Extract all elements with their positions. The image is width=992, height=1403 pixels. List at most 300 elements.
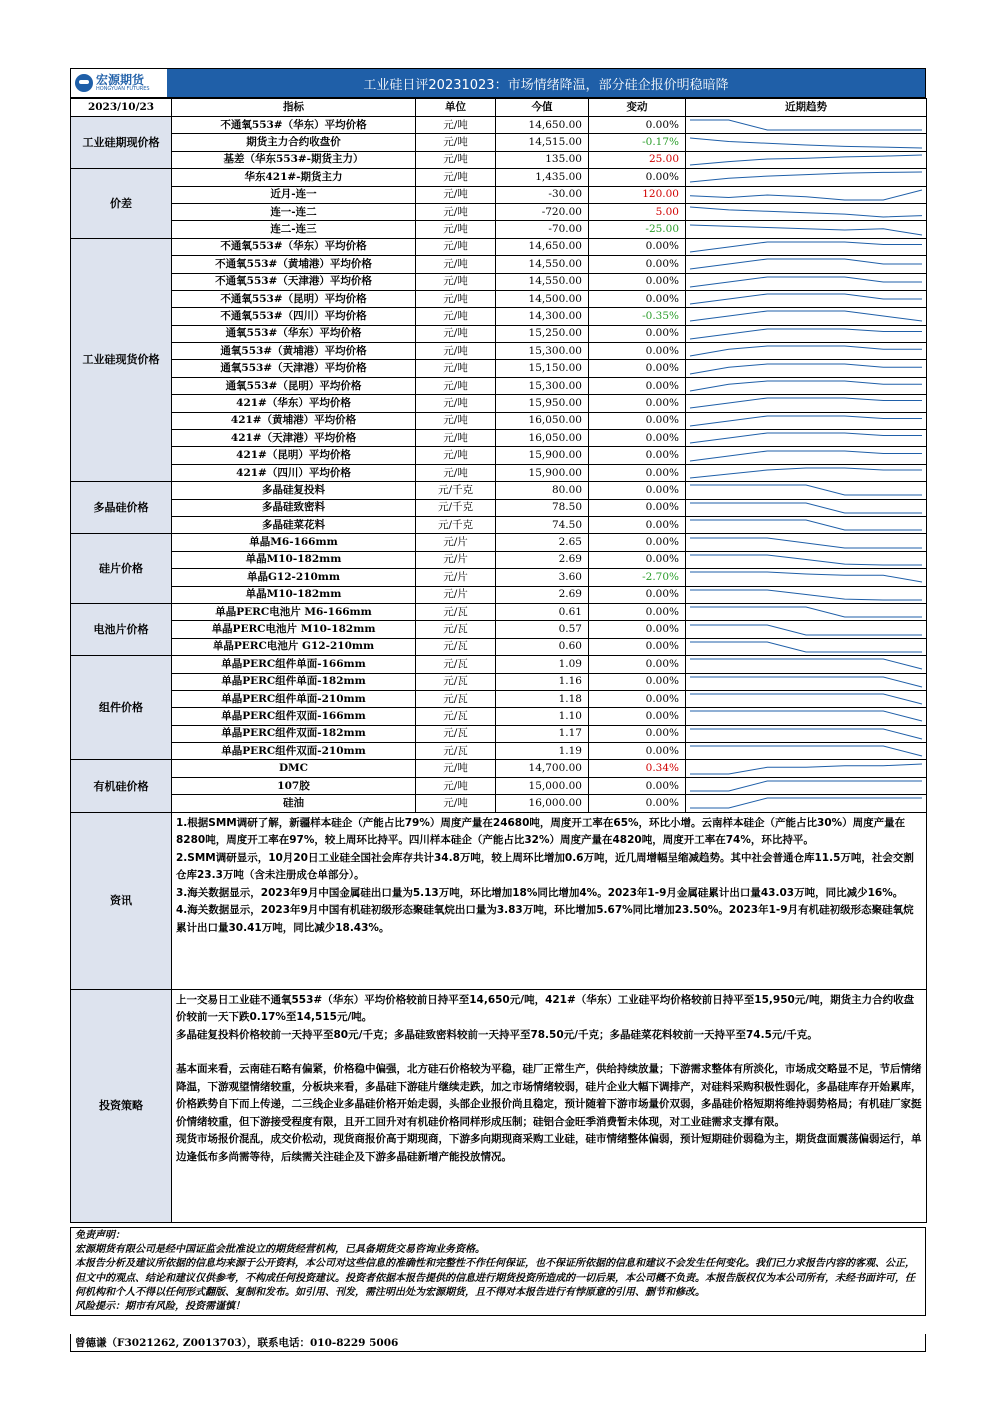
trend-line — [690, 207, 922, 217]
table-row — [71, 395, 927, 412]
trend-cell — [686, 569, 927, 586]
trend-sparkline — [686, 222, 926, 238]
table-row — [71, 343, 927, 360]
value-cell: 15,300.00 — [496, 377, 589, 394]
value-cell: 74.50 — [496, 516, 589, 533]
trend-line — [690, 503, 922, 513]
trend-sparkline — [686, 604, 926, 620]
trend-sparkline — [686, 743, 926, 759]
indicator-name: 单晶G12-210mm — [172, 569, 416, 586]
trend-line — [690, 798, 922, 808]
trend-cell — [686, 621, 927, 638]
trend-cell — [686, 516, 927, 533]
change-cell: 0.00% — [589, 690, 686, 707]
value-cell: -720.00 — [496, 203, 589, 220]
table-row — [71, 117, 927, 134]
table-row — [71, 569, 927, 586]
trend-cell — [686, 690, 927, 707]
trend-line — [690, 242, 922, 252]
trend-line — [690, 364, 922, 374]
table-row — [71, 203, 927, 220]
trend-line — [690, 398, 922, 408]
col-header-change: 变动 — [589, 99, 686, 117]
indicator-name: 通氧553#（黄埔港）平均价格 — [172, 343, 416, 360]
trend-sparkline — [686, 326, 926, 342]
table-row — [71, 221, 927, 238]
change-cell: 0.00% — [589, 256, 686, 273]
trend-cell — [686, 638, 927, 655]
trend-line — [690, 294, 922, 304]
table-row — [71, 186, 927, 203]
value-cell: 14,500.00 — [496, 290, 589, 307]
change-cell: 0.00% — [589, 430, 686, 447]
table-row — [71, 673, 927, 690]
disclaimer-body: 本报告分析及建议所依据的信息均来源于公开资料，本公司对这些信息的准确性和完整性不作任何保证，也不保证所依据的信息和建议不会发生任何变化。我们已力求报告内容的客观、公正，但文中的观点、结论和建议仅供参考，不构成任何投资建议。投资者依据本报告提供的信息进行期货投资所造成的一切后果，本公司概不负责。本报告版权仅为本公司所有，未经书面许可，任何机构和个人不得以任何形式翻版、复制和发布。如引用、刊发，需注明出处为宏源期货，且不得对本报告进行有悖原意的引用、删节和修改。 — [75, 1258, 915, 1298]
trend-sparkline — [686, 395, 926, 411]
unit-cell: 元/吨 — [416, 343, 496, 360]
table-row — [71, 134, 927, 151]
trend-sparkline — [686, 708, 926, 724]
unit-cell: 元/吨 — [416, 430, 496, 447]
category-label: 多晶硅价格 — [71, 482, 172, 534]
table-row — [71, 708, 927, 725]
trend-sparkline — [686, 448, 926, 464]
value-cell: 0.61 — [496, 603, 589, 620]
indicator-name: 单晶M10-182mm — [172, 551, 416, 568]
disclaimer — [70, 1227, 926, 1316]
change-cell: 0.00% — [589, 516, 686, 533]
trend-cell — [686, 238, 927, 255]
news-content — [172, 812, 927, 989]
trend-cell — [686, 117, 927, 134]
change-cell: 0.00% — [589, 395, 686, 412]
trend-line — [690, 259, 922, 269]
value-cell: 16,050.00 — [496, 430, 589, 447]
trend-cell — [686, 412, 927, 429]
trend-sparkline — [686, 204, 926, 220]
category-label: 工业硅现货价格 — [71, 238, 172, 481]
trend-sparkline — [686, 117, 926, 133]
value-cell: 135.00 — [496, 151, 589, 168]
unit-cell: 元/片 — [416, 569, 496, 586]
change-cell: 0.00% — [589, 325, 686, 342]
category-label: 有机硅价格 — [71, 760, 172, 812]
indicator-name: 421#（华东）平均价格 — [172, 395, 416, 412]
indicator-name: 421#（昆明）平均价格 — [172, 447, 416, 464]
trend-line — [690, 120, 922, 130]
value-cell: 15,300.00 — [496, 343, 589, 360]
indicator-name: 硅油 — [172, 795, 416, 812]
change-cell: 120.00 — [589, 186, 686, 203]
trend-sparkline — [686, 256, 926, 272]
change-cell: 0.00% — [589, 169, 686, 186]
table-row — [71, 743, 927, 760]
unit-cell: 元/吨 — [416, 777, 496, 794]
col-header-value: 今值 — [496, 99, 589, 117]
trend-line — [690, 277, 922, 287]
table-row — [71, 238, 927, 255]
change-cell: 0.00% — [589, 708, 686, 725]
change-cell: 0.00% — [589, 377, 686, 394]
trend-sparkline — [686, 674, 926, 690]
category-label: 电池片价格 — [71, 603, 172, 655]
value-cell: 14,650.00 — [496, 117, 589, 134]
indicator-name: 不通氧553#（华东）平均价格 — [172, 117, 416, 134]
indicator-name: 单晶PERC电池片 M10-182mm — [172, 621, 416, 638]
value-cell: 14,300.00 — [496, 308, 589, 325]
indicator-name: 不通氧553#（昆明）平均价格 — [172, 290, 416, 307]
change-cell: 0.00% — [589, 656, 686, 673]
price-table — [70, 98, 927, 1223]
unit-cell: 元/吨 — [416, 377, 496, 394]
trend-line — [690, 329, 922, 339]
indicator-name: 连二-连三 — [172, 221, 416, 238]
change-cell: 0.34% — [589, 760, 686, 777]
trend-cell — [686, 760, 927, 777]
trend-line — [690, 381, 922, 391]
unit-cell: 元/吨 — [416, 273, 496, 290]
indicator-name: 单晶PERC组件双面-166mm — [172, 708, 416, 725]
value-cell: 78.50 — [496, 499, 589, 516]
trend-line — [690, 155, 922, 165]
change-cell: 0.00% — [589, 238, 686, 255]
trend-cell — [686, 377, 927, 394]
change-cell: 0.00% — [589, 464, 686, 481]
table-row — [71, 169, 927, 186]
unit-cell: 元/瓦 — [416, 638, 496, 655]
trend-cell — [686, 708, 927, 725]
trend-cell — [686, 290, 927, 307]
table-row — [71, 760, 927, 777]
trend-line — [690, 625, 922, 635]
trend-cell — [686, 743, 927, 760]
trend-line — [690, 781, 922, 791]
trend-cell — [686, 273, 927, 290]
table-row — [71, 603, 927, 620]
trend-sparkline — [686, 795, 926, 811]
trend-line — [690, 538, 922, 548]
value-cell: -70.00 — [496, 221, 589, 238]
disclaimer-qualification: 宏源期货有限公司是经中国证监会批准设立的期货经营机构，已具备期货交易咨询业务资格。 — [75, 1244, 485, 1256]
trend-sparkline — [686, 587, 926, 603]
indicator-name: 421#（四川）平均价格 — [172, 464, 416, 481]
table-row — [71, 377, 927, 394]
trend-sparkline — [686, 465, 926, 481]
trend-cell — [686, 551, 927, 568]
strategy-row — [71, 989, 927, 1222]
indicator-name: 单晶M6-166mm — [172, 534, 416, 551]
trend-cell — [686, 430, 927, 447]
change-cell: 0.00% — [589, 447, 686, 464]
trend-line — [690, 172, 922, 182]
trend-cell — [686, 795, 927, 812]
report-header — [70, 68, 926, 98]
table-row — [71, 290, 927, 307]
indicator-name: 近月-连一 — [172, 186, 416, 203]
value-cell: 1.10 — [496, 708, 589, 725]
strategy-paragraph: 基本面来看，云南硅石略有偏紧，价格稳中偏强，北方硅石价格较为平稳，硅厂正常生产，供给持续放量；下游需求整体有所淡化，市场成交略显不足，节后情绪降温，下游观望情绪较重，分板块来看，多晶硅下游硅片继续走跌，加之市场情绪较弱，硅片企业大幅下调排产，对硅料采购积极性弱化，多晶硅库存开始累库，价格跌势自下而上传递，二三线企业多晶硅价格开始走弱，头部企业报价尚且稳定，预计随着下游市场量价双弱，多晶硅价格短期将维持弱势格局；有机硅厂家挺价情绪较重，但下游接受程度有限，且开工回升对有机硅价格同样形成压制；硅铝合金旺季消费暂未体现，对工业硅需求支撑有限。 — [176, 1063, 922, 1128]
value-cell: 2.65 — [496, 534, 589, 551]
value-cell: 15,000.00 — [496, 777, 589, 794]
trend-sparkline — [686, 482, 926, 498]
value-cell: -30.00 — [496, 186, 589, 203]
trend-sparkline — [686, 517, 926, 533]
trend-line — [690, 659, 922, 669]
indicator-name: 107胶 — [172, 777, 416, 794]
unit-cell: 元/吨 — [416, 221, 496, 238]
table-row — [71, 464, 927, 481]
trend-line — [690, 711, 922, 721]
unit-cell: 元/瓦 — [416, 690, 496, 707]
trend-line — [690, 572, 922, 582]
value-cell: 1.17 — [496, 725, 589, 742]
col-header-trend: 近期趋势 — [686, 99, 927, 117]
trend-cell — [686, 777, 927, 794]
change-cell: 0.00% — [589, 290, 686, 307]
trend-cell — [686, 482, 927, 499]
indicator-name: 通氧553#（华东）平均价格 — [172, 325, 416, 342]
strategy-paragraph: 多晶硅复投料价格较前一天持平至80元/千克；多晶硅致密料较前一天持平至78.50元/千克；多晶硅菜花料较前一天持平至74.5元/千克。 — [176, 1028, 818, 1041]
trend-cell — [686, 169, 927, 186]
unit-cell: 元/吨 — [416, 290, 496, 307]
trend-line — [690, 468, 922, 478]
trend-sparkline — [686, 413, 926, 429]
change-cell: 0.00% — [589, 673, 686, 690]
indicator-name: 通氧553#（昆明）平均价格 — [172, 377, 416, 394]
trend-line — [690, 607, 922, 617]
strategy-paragraph — [176, 1044, 922, 1061]
trend-cell — [686, 499, 927, 516]
unit-cell: 元/瓦 — [416, 673, 496, 690]
change-cell: -0.35% — [589, 308, 686, 325]
trend-sparkline — [686, 152, 926, 168]
unit-cell: 元/吨 — [416, 395, 496, 412]
col-header-unit: 单位 — [416, 99, 496, 117]
news-row — [71, 812, 927, 989]
trend-sparkline — [686, 308, 926, 324]
value-cell: 2.69 — [496, 551, 589, 568]
trend-cell — [686, 673, 927, 690]
category-label: 价差 — [71, 169, 172, 239]
analyst-contact: 曾德谦（F3021262, Z0013703），联系电话：010-8229 5006 — [70, 1334, 926, 1352]
table-row — [71, 412, 927, 429]
trend-cell — [686, 256, 927, 273]
change-cell: 0.00% — [589, 343, 686, 360]
value-cell: 14,515.00 — [496, 134, 589, 151]
table-row — [71, 551, 927, 568]
trend-cell — [686, 360, 927, 377]
indicator-name: 多晶硅复投料 — [172, 482, 416, 499]
disclaimer-title: 免责声明： — [75, 1230, 125, 1241]
trend-line — [690, 520, 922, 530]
value-cell: 15,250.00 — [496, 325, 589, 342]
trend-line — [690, 642, 922, 652]
change-cell: 0.00% — [589, 638, 686, 655]
indicator-name: 基差（华东553#-期货主力） — [172, 151, 416, 168]
indicator-name: 不通氧553#（四川）平均价格 — [172, 308, 416, 325]
table-row — [71, 325, 927, 342]
unit-cell: 元/吨 — [416, 238, 496, 255]
logo-icon — [75, 74, 93, 92]
trend-cell — [686, 134, 927, 151]
change-cell: 0.00% — [589, 586, 686, 603]
category-label: 资讯 — [71, 812, 172, 989]
indicator-name: DMC — [172, 760, 416, 777]
value-cell: 14,550.00 — [496, 273, 589, 290]
trend-line — [690, 555, 922, 565]
value-cell: 15,900.00 — [496, 464, 589, 481]
trend-sparkline — [686, 239, 926, 255]
trend-sparkline — [686, 569, 926, 585]
value-cell: 15,950.00 — [496, 395, 589, 412]
indicator-name: 单晶M10-182mm — [172, 586, 416, 603]
trend-sparkline — [686, 622, 926, 638]
trend-sparkline — [686, 761, 926, 777]
trend-cell — [686, 308, 927, 325]
indicator-name: 单晶PERC组件单面-210mm — [172, 690, 416, 707]
table-row — [71, 273, 927, 290]
unit-cell: 元/吨 — [416, 256, 496, 273]
unit-cell: 元/吨 — [416, 412, 496, 429]
trend-line — [690, 746, 922, 756]
indicator-name: 单晶PERC电池片 M6-166mm — [172, 603, 416, 620]
indicator-name: 单晶PERC组件单面-166mm — [172, 656, 416, 673]
unit-cell: 元/瓦 — [416, 656, 496, 673]
trend-line — [690, 311, 922, 321]
trend-sparkline — [686, 552, 926, 568]
unit-cell: 元/吨 — [416, 464, 496, 481]
change-cell: 0.00% — [589, 603, 686, 620]
table-row — [71, 256, 927, 273]
trend-line — [690, 677, 922, 687]
unit-cell: 元/吨 — [416, 795, 496, 812]
news-item: 1.根据SMM调研了解，新疆样本硅企（产能占比79%）周度产量在24680吨，周度开工率在65%，环比小增。云南样本硅企（产能占比30%）周度产量在8280吨，周度开工率在97%，较上周环比持平。四川样本硅企（产能占比32%）周度产量在4820吨，周度开工率在74%，环比持平。 — [176, 816, 906, 847]
trend-line — [690, 590, 922, 600]
table-row — [71, 360, 927, 377]
value-cell: 1,435.00 — [496, 169, 589, 186]
unit-cell: 元/瓦 — [416, 708, 496, 725]
unit-cell: 元/吨 — [416, 447, 496, 464]
unit-cell: 元/千克 — [416, 482, 496, 499]
unit-cell: 元/吨 — [416, 186, 496, 203]
change-cell: 0.00% — [589, 534, 686, 551]
unit-cell: 元/千克 — [416, 516, 496, 533]
change-cell: 0.00% — [589, 273, 686, 290]
change-cell: 5.00 — [589, 203, 686, 220]
strategy-content — [172, 989, 927, 1222]
value-cell: 80.00 — [496, 482, 589, 499]
change-cell: 0.00% — [589, 551, 686, 568]
change-cell: -0.17% — [589, 134, 686, 151]
value-cell: 15,900.00 — [496, 447, 589, 464]
indicator-name: 多晶硅菜花料 — [172, 516, 416, 533]
indicator-name: 通氧553#（天津港）平均价格 — [172, 360, 416, 377]
indicator-name: 单晶PERC组件双面-210mm — [172, 743, 416, 760]
news-item: 2.SMM调研显示，10月20日工业硅全国社会库存共计34.8万吨，较上周环比增加0.6万吨，近几周增幅呈缩减趋势。其中社会普通仓库11.5万吨，社会交割仓库23.3万吨（含未注册成仓单部分）。 — [176, 851, 914, 882]
unit-cell: 元/瓦 — [416, 743, 496, 760]
value-cell: 14,550.00 — [496, 256, 589, 273]
table-row — [71, 516, 927, 533]
trend-line — [690, 694, 922, 704]
change-cell: 0.00% — [589, 412, 686, 429]
trend-cell — [686, 186, 927, 203]
table-header-row — [71, 99, 927, 117]
indicator-name: 期货主力合约收盘价 — [172, 134, 416, 151]
trend-sparkline — [686, 535, 926, 551]
table-row — [71, 151, 927, 168]
table-row — [71, 534, 927, 551]
unit-cell: 元/吨 — [416, 203, 496, 220]
change-cell: 0.00% — [589, 777, 686, 794]
indicator-name: 421#（黄埔港）平均价格 — [172, 412, 416, 429]
indicator-name: 不通氧553#（黄埔港）平均价格 — [172, 256, 416, 273]
table-row — [71, 499, 927, 516]
strategy-paragraph: 现货市场报价混乱，成交价松动，现货商报价高于期现商，下游多向期现商采购工业硅，硅市情绪整体偏弱，预计短期硅价弱稳为主，期货盘面震荡偏弱运行，单边逢低布多尚需等待，后续需关注硅企及下游多晶硅新增产能投放情况。 — [176, 1133, 922, 1163]
unit-cell: 元/吨 — [416, 134, 496, 151]
table-row — [71, 638, 927, 655]
trend-cell — [686, 464, 927, 481]
table-row — [71, 447, 927, 464]
trend-sparkline — [686, 361, 926, 377]
unit-cell: 元/片 — [416, 551, 496, 568]
trend-line — [690, 416, 922, 426]
table-row — [71, 621, 927, 638]
category-label: 硅片价格 — [71, 534, 172, 604]
unit-cell: 元/吨 — [416, 360, 496, 377]
value-cell: 1.18 — [496, 690, 589, 707]
unit-cell: 元/吨 — [416, 117, 496, 134]
indicator-name: 不通氧553#（华东）平均价格 — [172, 238, 416, 255]
value-cell: 0.60 — [496, 638, 589, 655]
value-cell: 16,050.00 — [496, 412, 589, 429]
trend-sparkline — [686, 343, 926, 359]
trend-cell — [686, 586, 927, 603]
trend-sparkline — [686, 656, 926, 672]
trend-cell — [686, 343, 927, 360]
report-date: 2023/10/23 — [71, 99, 172, 117]
change-cell: 0.00% — [589, 621, 686, 638]
value-cell: 1.16 — [496, 673, 589, 690]
value-cell: 1.09 — [496, 656, 589, 673]
trend-sparkline — [686, 778, 926, 794]
trend-sparkline — [686, 691, 926, 707]
company-logo — [71, 69, 167, 97]
logo-name-cn: 宏源期货 — [96, 73, 145, 87]
trend-cell — [686, 534, 927, 551]
change-cell: 0.00% — [589, 360, 686, 377]
trend-sparkline — [686, 726, 926, 742]
trend-cell — [686, 203, 927, 220]
indicator-name: 多晶硅致密料 — [172, 499, 416, 516]
table-row — [71, 308, 927, 325]
col-header-indicator: 指标 — [172, 99, 416, 117]
unit-cell: 元/吨 — [416, 325, 496, 342]
logo-name-en: HONGYUAN FUTURES — [96, 86, 150, 92]
value-cell: 1.19 — [496, 743, 589, 760]
report-title: 工业硅日评20231023：市场情绪降温，部分硅企报价明稳暗降 — [167, 69, 925, 97]
unit-cell: 元/片 — [416, 534, 496, 551]
unit-cell: 元/吨 — [416, 151, 496, 168]
value-cell: 0.57 — [496, 621, 589, 638]
trend-sparkline — [686, 378, 926, 394]
change-cell: 0.00% — [589, 499, 686, 516]
indicator-name: 不通氧553#（天津港）平均价格 — [172, 273, 416, 290]
change-cell: -2.70% — [589, 569, 686, 586]
value-cell: 15,150.00 — [496, 360, 589, 377]
unit-cell: 元/千克 — [416, 499, 496, 516]
risk-warning: 风险提示：期市有风险，投资需谨慎！ — [75, 1301, 245, 1313]
trend-line — [690, 485, 922, 495]
